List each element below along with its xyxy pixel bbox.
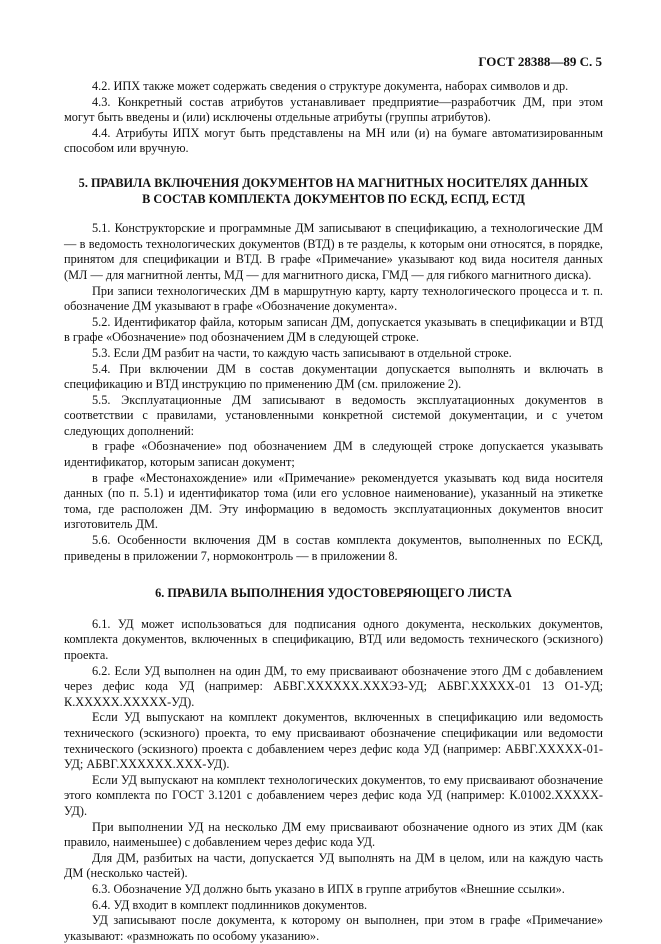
- document-body: [64, 79, 603, 944]
- paragraph-6-4-note: УД записывают после документа, к которому он выполнен, при этом в графе «Примечание» указывают: «размножать по особому указанию».: [64, 913, 603, 943]
- paragraph-5-4: 5.4. При включении ДМ в состав документации допускается выполнять и включать в спецификацию и ВТД инструкцию по применению ДМ (см. приложение 2).: [64, 361, 603, 392]
- paragraph-5-5-b: в графе «Местонахождение» или «Примечание» рекомендуется указывать код вида носителя данных (по п. 5.1) и идентификатор тома (или его условное наименование), указанный на этикетке тома, где расположен ДМ. Эту информацию в ведомость эксплуатационных документов вносит изготовитель ДМ.: [64, 470, 603, 532]
- paragraph-5-5: 5.5. Эксплуатационные ДМ записывают в ведомость эксплуатационных документов в соответствии с правилами, установленными конкретной системой документации, и с учетом следующих дополнений:: [64, 392, 603, 438]
- section-6-heading: [64, 586, 603, 602]
- section-6-title: 6. ПРАВИЛА ВЫПОЛНЕНИЯ УДОСТОВЕРЯЮЩЕГО ЛИСТА: [155, 586, 512, 601]
- paragraph-6-2-tech: Если УД выпускают на комплект технологических документов, то ему присваивают обозначение этого комплекта по ГОСТ 3.1201 с добавлением через дефис кода УД (например: К.01002.XXXXX-УД).: [64, 772, 603, 818]
- paragraph-4-3: 4.3. Конкретный состав атрибутов устанавливает предприятие—разработчик ДМ, при этом могут быть введены и (или) исключены отдельные атрибуты (группы атрибутов).: [64, 94, 603, 125]
- paragraph-5-1: 5.1. Конструкторские и программные ДМ записывают в спецификацию, а технологические ДМ — в ведомость технологических документов (ВТД) в те разделы, к которым они относятся, в порядке, принятом для спецификации и ВТД. В графе «Примечание» указывают код вида носителя данных (МЛ — для магнитной ленты, МД — для магнитного диска, ГМД — для гибкого магнитного диска).: [64, 221, 603, 282]
- paragraph-4-4: 4.4. Атрибуты ИПХ могут быть представлены на МН или (и) на бумаге автоматизированным способом или вручную.: [64, 125, 603, 156]
- page-header-doc-ref: ГОСТ 28388—89 С. 5: [478, 54, 602, 69]
- paragraph-5-5-a: в графе «Обозначение» под обозначением ДМ в следующей строке допускается указывать идентификатор, которым записан документ;: [64, 439, 603, 470]
- paragraph-5-3: 5.3. Если ДМ разбит на части, то каждую часть записывают в отдельной строке.: [92, 345, 512, 360]
- section-5-title-line1: 5. ПРАВИЛА ВКЛЮЧЕНИЯ ДОКУМЕНТОВ НА МАГНИТНЫХ НОСИТЕЛЯХ ДАННЫХ: [78, 175, 589, 190]
- paragraph-5-1-note: При записи технологических ДМ в маршрутную карту, карту технологического процесса и т. п. обозначение ДМ указывают в графе «Обозначение документа».: [64, 283, 603, 314]
- paragraph-6-2-set: Если УД выпускают на комплект документов, включенных в спецификацию или ведомость технического (эскизного) проекта, то ему присваивают обозначение спецификации или ведомости технического (эскизного) проекта с добавлением через дефис кода УД (например: АБВГ.XXXXX-01-УД; АБВГ.XXXXXX.XXX-УД).: [64, 710, 603, 772]
- paragraph-6-2: 6.2. Если УД выполнен на один ДМ, то ему присваивают обозначение этого ДМ с добавлением через дефис кода УД (например: АБВГ.XXXXXX.XXXЭЗ-УД; АБВГ.XXXXX-01 13 О1-УД; К.XXXXX.XXXXX-УД).: [64, 663, 603, 709]
- paragraph-6-1: 6.1. УД может использоваться для подписания одного документа, нескольких документов, комплекта документов, включенных в спецификацию, ВТД или ведомость технического (эскизного) проекта.: [64, 616, 603, 662]
- paragraph-5-2: 5.2. Идентификатор файла, которым записан ДМ, допускается указывать в спецификации и ВТД в графе «Обозначение» под обозначением ДМ в следующей строке.: [64, 314, 603, 345]
- section-5-title-line2: В СОСТАВ КОМПЛЕКТА ДОКУМЕНТОВ ПО ЕСКД, ЕСПД, ЕСТД: [142, 191, 525, 206]
- section-6: [64, 617, 603, 944]
- section-5-heading: [64, 176, 603, 207]
- paragraph-6-2-parts: Для ДМ, разбитых на части, допускается УД выполнять на ДМ в целом, или на каждую часть ДМ (несколько частей).: [64, 850, 603, 881]
- paragraph-6-3: 6.3. Обозначение УД должно быть указано в ИПХ в группе атрибутов «Внешние ссылки».: [92, 881, 565, 896]
- paragraph-5-6: 5.6. Особенности включения ДМ в состав комплекта документов, выполненных по ЕСКД, приведены в приложении 7, нормоконтроль — в приложении 8.: [64, 533, 603, 563]
- paragraph-6-2-multi: При выполнении УД на несколько ДМ ему присваивают обозначение одного из этих ДМ (как правило, наименьшее) с добавлением через дефис кода УД.: [64, 819, 603, 850]
- paragraph-6-4: 6.4. УД входит в комплект подлинников документов.: [92, 897, 368, 912]
- section-4: [64, 79, 603, 157]
- paragraph-4-2: 4.2. ИПХ также может содержать сведения о структуре документа, наборах символов и др.: [92, 79, 569, 93]
- section-5: [64, 221, 603, 564]
